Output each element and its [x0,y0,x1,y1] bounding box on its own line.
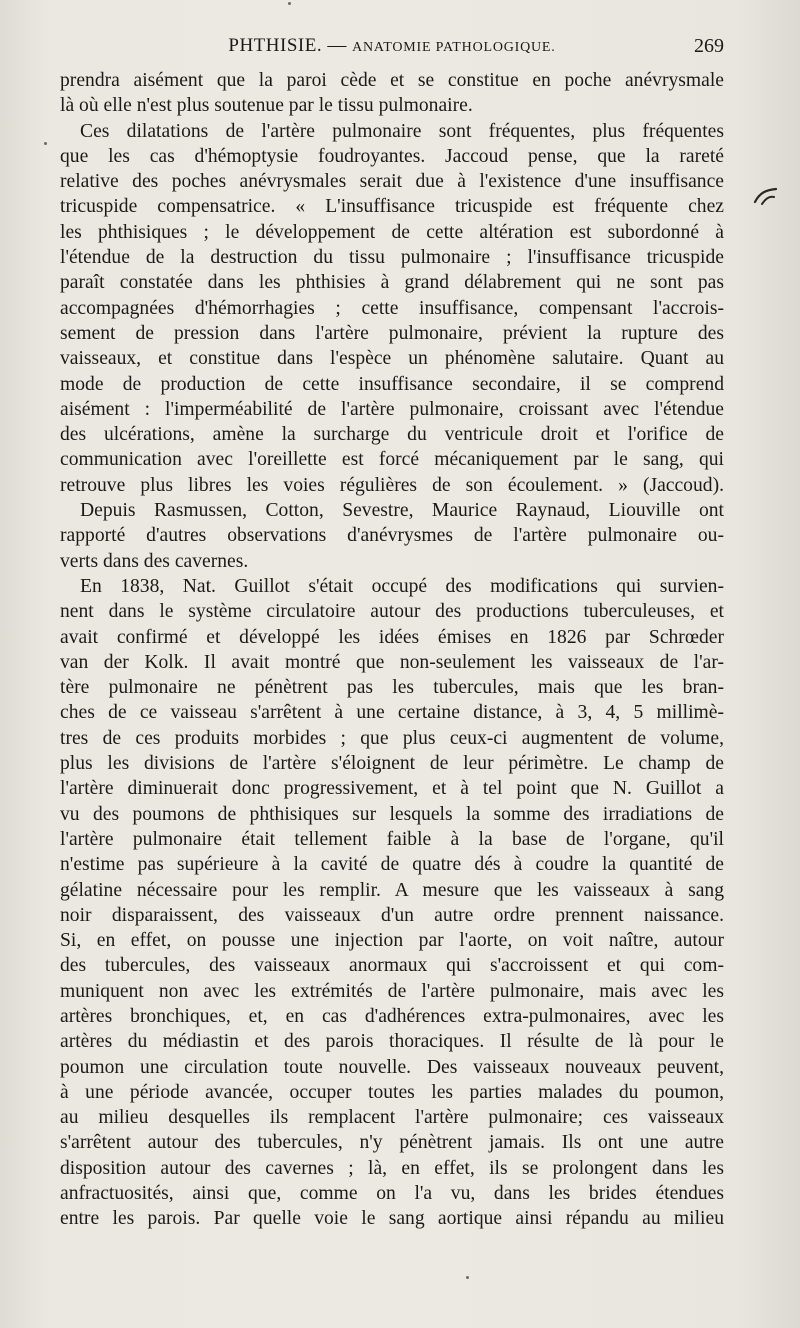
text-line: En 1838, Nat. Guillot s'était occupé des modifications qui survien- [80,575,724,597]
running-title-main: PHTHISIE. — [228,35,347,56]
text-line: des ulcérations, amène la surcharge du ventricule droit et l'orifice de [60,424,724,446]
text-line: les phthisiques ; le développement de cette altération est subordonné à [60,221,724,243]
text-line: noir disparaissent, des vaisseaux d'un autre ordre prennent naissance. [60,904,724,926]
text-line: ches de ce vaisseau s'arrêtent à une certaine distance, à 3, 4, 5 millimè- [60,702,724,724]
running-title [60,35,724,57]
text-line: artères du médiastin et des parois thoraciques. Il résulte de là pour le [60,1031,724,1053]
text-line: paraît constatée dans les phthisies à grand délabrement qui ne sont pas [60,272,724,294]
page-header [60,32,724,60]
text-line: n'estime pas supérieure à la cavité de quatre dés à coudre la quantité de [60,854,724,876]
text-line: retrouve plus libres les voies régulières de son écoulement. » (Jaccoud). [60,474,724,496]
text-line: tres de ces produits morbides ; que plus ceux-ci augmentent de volume, [60,727,724,749]
text-line: prendra aisément que la paroi cède et se constitue en poche anévrysmale [60,70,724,91]
text-line: Si, en effet, on pousse une injection par l'aorte, on voit naître, autour [60,930,724,952]
text-line: van der Kolk. Il avait montré que non-seulement les vaisseaux de l'ar- [60,651,724,673]
text-line: tricuspide compensatrice. « L'insuffisance tricuspide est fréquente chez [60,196,724,218]
print-speck [288,2,291,5]
text-line: muniquent non avec les extrémités de l'artère pulmonaire, mais avec les [60,980,724,1002]
page-number: 269 [694,35,724,57]
text-line: que les cas d'hémoptysie foudroyantes. Jaccoud pense, que la rareté [60,145,724,167]
text-line: verts dans des cavernes. [60,550,249,572]
text-line: sement de pression dans l'artère pulmonaire, prévient la rupture des [60,322,724,344]
text-line: l'étendue de la destruction du tissu pulmonaire ; l'insuffisance tricuspide [60,247,724,269]
print-speck [466,1276,469,1279]
text-line: nent dans le système circulatoire autour des productions tuberculeuses, et [60,601,724,623]
text-line: artères bronchiques, et, en cas d'adhérences extra-pulmonaires, avec les [60,1005,724,1027]
text-line: poumon une circulation toute nouvelle. Des vaisseaux nouveaux peuvent, [60,1056,724,1078]
text-line: relative des poches anévrysmales serait due à l'existence d'une insuffisance [60,171,724,193]
text-line: entre les parois. Par quelle voie le sang aortique ainsi répandu au milieu [60,1208,724,1230]
text-line: l'artère diminuerait donc progressivement, et à tel point que N. Guillot a [60,778,724,800]
text-line: gélatine nécessaire pour les remplir. A mesure que les vaisseaux à sang [60,879,724,901]
text-line: disposition autour des cavernes ; là, en effet, ils se prolongent dans les [60,1157,724,1179]
text-line: l'artère pulmonaire était tellement faible à la base de l'organe, qu'il [60,828,724,850]
text-line: accompagnées d'hémorrhagies ; cette insuffisance, compensant l'accrois- [60,297,724,319]
text-line: rapporté d'autres observations d'anévrysmes de l'artère pulmonaire ou- [60,525,724,547]
text-line: à une période avancée, occuper toutes les parties malades du poumon, [60,1081,724,1103]
text-line: s'arrêtent autour des tubercules, n'y pénètrent jamais. Ils ont une autre [60,1132,724,1154]
body-text [60,68,724,1232]
text-line: tère pulmonaire ne pénètrent pas les tubercules, mais que les bran- [60,677,724,699]
text-line: là où elle n'est plus soutenue par le tissu pulmonaire. [60,95,473,117]
text-line: communication avec l'oreillette est forcé mécaniquement par le sang, qui [60,449,724,471]
text-line: au milieu desquelles ils remplacent l'artère pulmonaire; ces vaisseaux [60,1107,724,1129]
text-line: vu des poumons de phthisiques sur lesquels la somme des irradiations de [60,803,724,825]
text-line: avait confirmé et développé les idées émises en 1826 par Schrœder [60,626,724,648]
text-line: Depuis Rasmussen, Cotton, Sevestre, Maurice Raynaud, Liouville ont [80,500,724,522]
text-line: vaisseaux, et constitue dans l'espèce un phénomène salutaire. Quant au [60,348,724,370]
text-line: aisément : l'imperméabilité de l'artère pulmonaire, croissant avec l'étendue [60,398,724,420]
print-speck [44,142,47,145]
text-line: plus les divisions de l'artère s'éloignent de leur périmètre. Le champ de [60,753,724,775]
text-line: des tubercules, des vaisseaux anormaux qui s'accroissent et qui com- [60,955,724,977]
text-line: anfractuosités, ainsi que, comme on l'a vu, dans les brides étendues [60,1183,724,1205]
handwritten-margin-mark [752,186,780,208]
text-line: mode de production de cette insuffisance secondaire, il se comprend [60,373,724,395]
running-title-sub: ANATOMIE PATHOLOGIQUE. [352,40,556,55]
text-line: Ces dilatations de l'artère pulmonaire sont fréquentes, plus fréquentes [80,120,724,142]
